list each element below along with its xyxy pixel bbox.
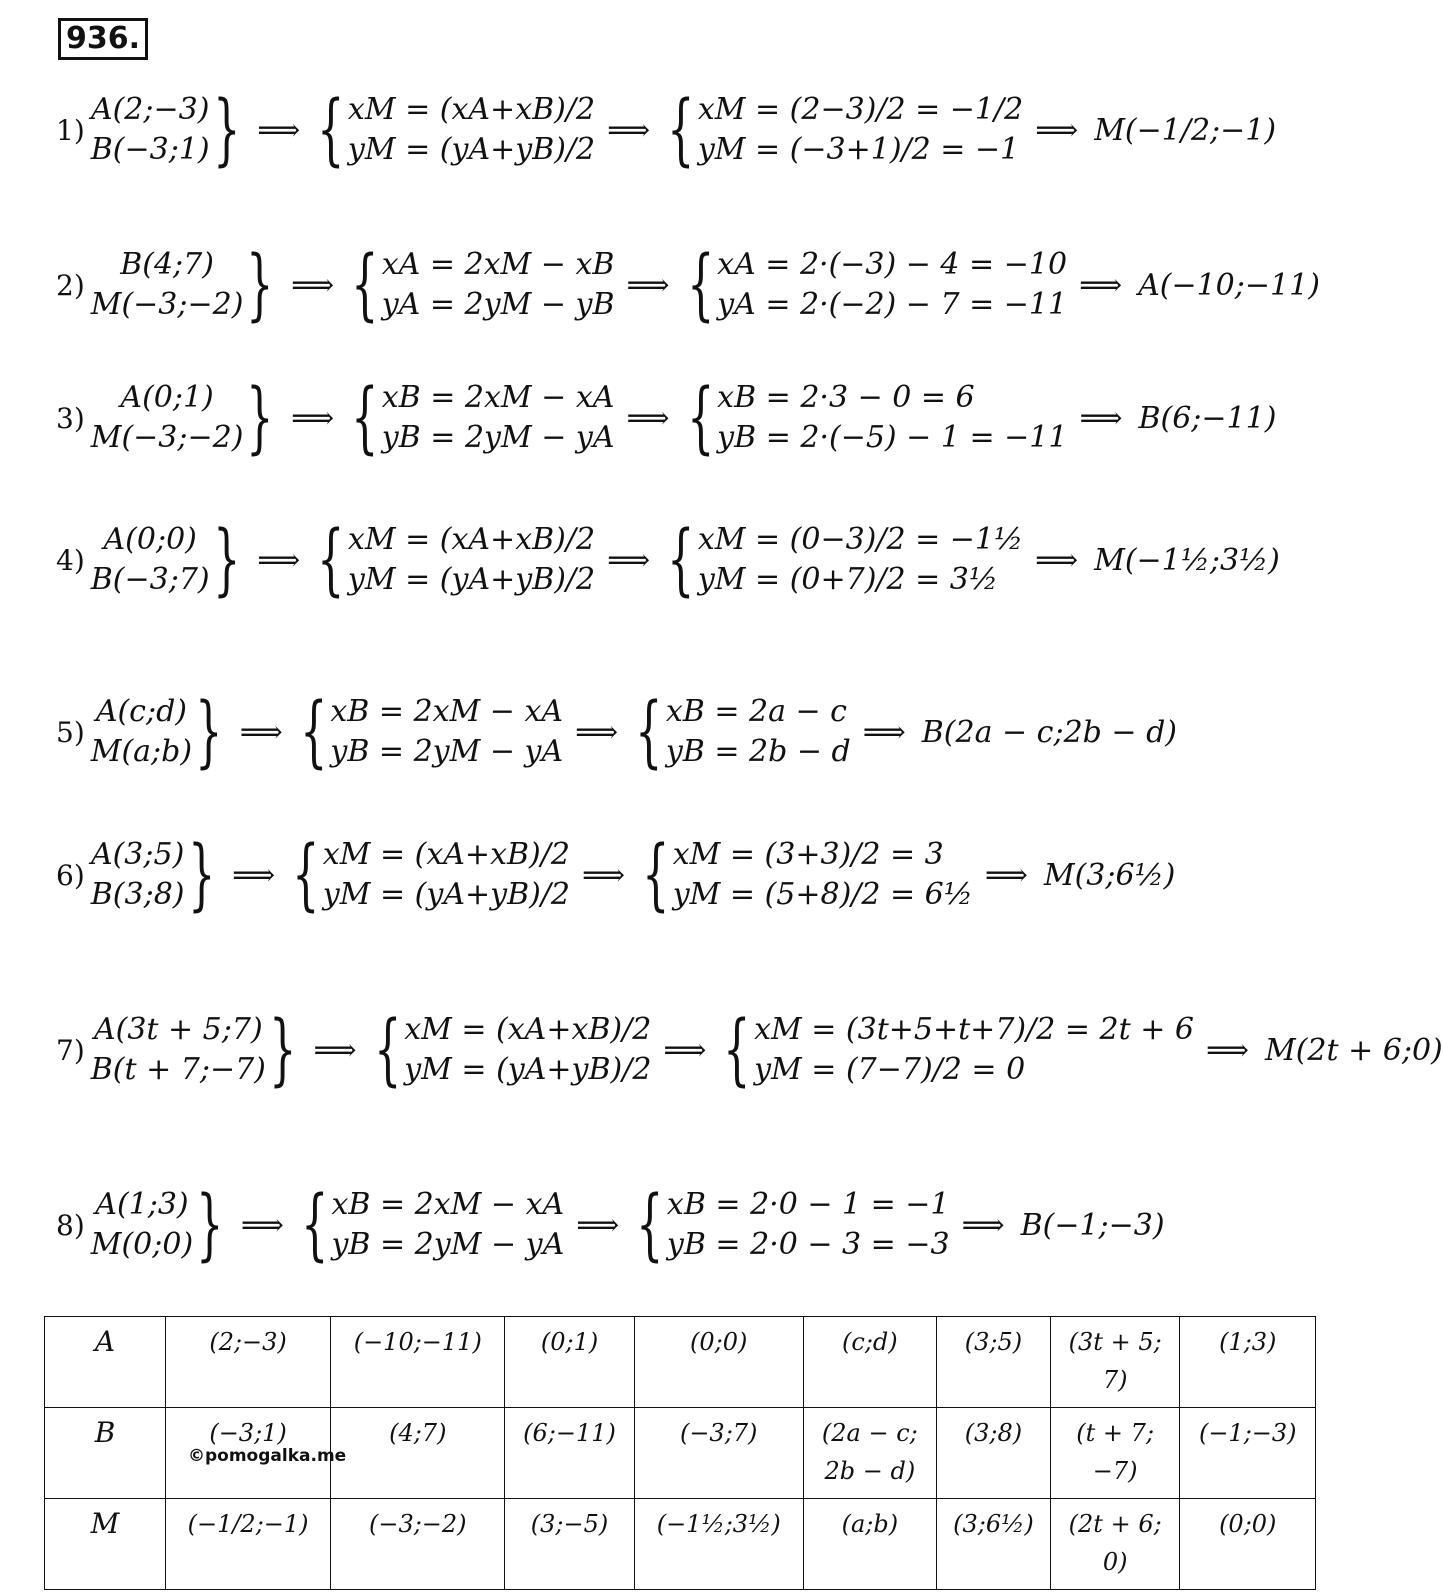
implies-arrow: ⟹	[257, 542, 301, 578]
formula-system	[348, 90, 595, 170]
computation-line: yM = (0+7)/2 = 3½	[697, 562, 998, 597]
problem-index: 5)	[56, 715, 85, 749]
table-row	[45, 1499, 1316, 1590]
problem-index: 8)	[56, 1208, 85, 1242]
problem-index: 4)	[56, 543, 85, 577]
row-header: B	[45, 1408, 166, 1499]
table-cell: (3;5)	[936, 1317, 1050, 1408]
left-brace: {	[292, 830, 320, 920]
point: A(3;5)	[90, 837, 185, 872]
problem-8	[56, 1180, 1165, 1270]
given-points	[91, 90, 210, 170]
formula-line: yM = (yA+yB)/2	[347, 562, 596, 597]
implies-arrow: ⟹	[626, 400, 670, 436]
point: B(−3;7)	[90, 562, 210, 597]
table-cell: (4;7)	[331, 1408, 505, 1499]
formula-line: xM = (xA+xB)/2	[404, 1012, 652, 1047]
problem-5	[56, 687, 1177, 777]
table-cell: (0;0)	[634, 1317, 803, 1408]
computation-system	[666, 692, 851, 772]
result: M(3;6½)	[1043, 857, 1176, 893]
left-brace: {	[317, 85, 345, 175]
watermark: ©pomogalka.me	[188, 1446, 347, 1466]
implies-arrow: ⟹	[961, 1207, 1005, 1243]
right-brace: }	[212, 515, 241, 605]
implies-arrow: ⟹	[240, 1207, 284, 1243]
formula-line: yB = 2yM − yA	[330, 734, 564, 769]
table-cell: (−3;7)	[634, 1408, 803, 1499]
table-cell: (0;1)	[505, 1317, 634, 1408]
formula-line: xB = 2xM − xA	[331, 1187, 565, 1222]
implies-arrow: ⟹	[576, 1207, 620, 1243]
implies-arrow: ⟹	[984, 857, 1028, 893]
computation-line: xA = 2·(−3) − 4 = −10	[717, 247, 1068, 282]
right-brace: }	[269, 1005, 297, 1095]
computation-system	[754, 1010, 1194, 1090]
left-brace: {	[300, 1180, 329, 1270]
point: A(3t + 5;7)	[93, 1012, 263, 1047]
implies-arrow: ⟹	[607, 542, 651, 578]
given-points	[91, 245, 244, 325]
result: M(−1½;3½)	[1094, 542, 1280, 578]
formula-line: yM = (yA+yB)/2	[347, 132, 596, 167]
problem-2	[56, 240, 1320, 330]
left-brace: {	[317, 515, 345, 605]
implies-arrow: ⟹	[575, 714, 619, 750]
left-brace: {	[373, 1005, 402, 1095]
table-cell: (3;6½)	[936, 1499, 1050, 1590]
problem-1	[56, 85, 1277, 175]
table-cell: (3t + 5; 7)	[1050, 1317, 1180, 1408]
table-cell: (3;8)	[936, 1408, 1050, 1499]
computation-line: xM = (0−3)/2 = −1½	[697, 522, 1024, 557]
right-brace: }	[246, 373, 274, 463]
problem-6	[56, 830, 1176, 920]
left-brace: {	[299, 687, 328, 777]
left-brace: {	[723, 1005, 751, 1095]
formula-line: yA = 2yM − yB	[381, 287, 615, 322]
table-cell: (t + 7; −7)	[1050, 1408, 1180, 1499]
computation-system	[717, 245, 1067, 325]
right-brace: }	[195, 687, 223, 777]
left-brace: {	[635, 687, 663, 777]
formula-line: xM = (xA+xB)/2	[347, 92, 596, 127]
computation-line: yM = (−3+1)/2 = −1	[697, 132, 1020, 167]
point: A(c;d)	[95, 694, 187, 729]
table-cell: (2;−3)	[166, 1317, 331, 1408]
implies-arrow: ⟹	[291, 400, 335, 436]
formula-system	[382, 245, 615, 325]
implies-arrow: ⟹	[663, 1032, 707, 1068]
implies-arrow: ⟹	[626, 267, 670, 303]
exercise-number: 936.	[58, 18, 148, 60]
row-header: A	[45, 1317, 166, 1408]
right-brace: }	[187, 830, 215, 920]
computation-line: yA = 2·(−2) − 7 = −11	[717, 287, 1068, 322]
table-cell: (−1;−3)	[1180, 1408, 1316, 1499]
given-points	[91, 1010, 266, 1090]
table-cell: (−3;−2)	[331, 1499, 505, 1590]
left-brace: {	[686, 240, 715, 330]
implies-arrow: ⟹	[862, 714, 906, 750]
point: M(0;0)	[90, 1227, 194, 1262]
result: B(2a − c;2b − d)	[921, 714, 1177, 750]
point: M(−3;−2)	[90, 420, 244, 455]
computation-line: xB = 2·3 − 0 = 6	[717, 380, 975, 415]
formula-system	[382, 378, 615, 458]
result: M(2t + 6;0)	[1264, 1032, 1443, 1068]
formula-system	[331, 1185, 564, 1265]
computation-line: yM = (5+8)/2 = 6½	[672, 877, 973, 912]
computation-system	[698, 520, 1023, 600]
computation-system	[673, 835, 973, 915]
result: M(−1/2;−1)	[1094, 112, 1277, 148]
formula-system	[330, 692, 563, 772]
formula-line: yB = 2yM − yA	[331, 1227, 565, 1262]
table-cell: (−1½;3½)	[634, 1499, 803, 1590]
given-points	[91, 1185, 193, 1265]
problem-index: 1)	[56, 113, 85, 147]
implies-arrow: ⟹	[232, 857, 276, 893]
problem-index: 7)	[56, 1033, 85, 1067]
point: A(0;0)	[103, 522, 197, 557]
table-cell: (6;−11)	[505, 1408, 634, 1499]
problem-index: 3)	[56, 401, 85, 435]
table-cell: (2a − c; 2b − d)	[803, 1408, 936, 1499]
computation-line: xM = (2−3)/2 = −1/2	[697, 92, 1024, 127]
table-cell: (a;b)	[803, 1499, 936, 1590]
computation-system	[667, 1185, 950, 1265]
point: M(a;b)	[90, 734, 193, 769]
implies-arrow: ⟹	[291, 267, 335, 303]
row-header: M	[45, 1499, 166, 1590]
table-cell: (−10;−11)	[331, 1317, 505, 1408]
point: B(t + 7;−7)	[90, 1052, 266, 1087]
implies-arrow: ⟹	[1079, 267, 1123, 303]
problem-index: 6)	[56, 858, 85, 892]
computation-line: xB = 2a − c	[665, 694, 847, 729]
point: B(4;7)	[120, 247, 214, 282]
given-points	[91, 692, 192, 772]
formula-system	[348, 520, 595, 600]
result: A(−10;−11)	[1138, 267, 1320, 303]
table-row	[45, 1317, 1316, 1408]
computation-system	[698, 90, 1023, 170]
result: B(−1;−3)	[1020, 1207, 1165, 1243]
given-points	[91, 378, 244, 458]
computation-line: yB = 2·(−5) − 1 = −11	[717, 420, 1068, 455]
formula-line: xB = 2xM − xA	[381, 380, 615, 415]
computation-line: yB = 2·0 − 3 = −3	[666, 1227, 950, 1262]
left-brace: {	[351, 373, 379, 463]
computation-system	[717, 378, 1067, 458]
point: B(3;8)	[90, 877, 185, 912]
point: B(−3;1)	[90, 132, 210, 167]
table-cell: (−3;1)	[166, 1408, 331, 1499]
formula-line: yB = 2yM − yA	[381, 420, 615, 455]
point: A(0;1)	[120, 380, 214, 415]
table-cell: (1;3)	[1180, 1317, 1316, 1408]
point: A(2;−3)	[90, 92, 210, 127]
table-cell: (0;0)	[1180, 1499, 1316, 1590]
table-cell: (2t + 6; 0)	[1050, 1499, 1180, 1590]
formula-line: xM = (xA+xB)/2	[347, 522, 596, 557]
formula-line: xA = 2xM − xB	[381, 247, 615, 282]
implies-arrow: ⟹	[1035, 112, 1079, 148]
computation-line: xB = 2·0 − 1 = −1	[666, 1187, 950, 1222]
computation-line: xM = (3+3)/2 = 3	[672, 837, 944, 872]
left-brace: {	[667, 85, 695, 175]
table-cell: (3;−5)	[505, 1499, 634, 1590]
implies-arrow: ⟹	[1079, 400, 1123, 436]
implies-arrow: ⟹	[257, 112, 301, 148]
implies-arrow: ⟹	[1035, 542, 1079, 578]
given-points	[91, 520, 210, 600]
implies-arrow: ⟹	[582, 857, 626, 893]
left-brace: {	[351, 240, 379, 330]
point: A(1;3)	[95, 1187, 189, 1222]
implies-arrow: ⟹	[1205, 1032, 1249, 1068]
left-brace: {	[686, 373, 715, 463]
left-brace: {	[667, 515, 695, 605]
right-brace: }	[196, 1180, 224, 1270]
right-brace: }	[212, 85, 241, 175]
problem-7	[56, 1005, 1443, 1095]
computation-line: xM = (3t+5+t+7)/2 = 2t + 6	[754, 1012, 1194, 1047]
formula-line: xM = (xA+xB)/2	[322, 837, 570, 872]
formula-line: yM = (yA+yB)/2	[404, 1052, 652, 1087]
implies-arrow: ⟹	[607, 112, 651, 148]
given-points	[91, 835, 185, 915]
computation-line: yB = 2b − d	[665, 734, 851, 769]
table-cell: (−1/2;−1)	[166, 1499, 331, 1590]
formula-line: xB = 2xM − xA	[330, 694, 564, 729]
result: B(6;−11)	[1138, 400, 1277, 436]
formula-system	[404, 1010, 651, 1090]
point: M(−3;−2)	[90, 287, 244, 322]
problem-index: 2)	[56, 268, 85, 302]
problem-3	[56, 373, 1277, 463]
formula-line: yM = (yA+yB)/2	[322, 877, 571, 912]
right-brace: }	[246, 240, 274, 330]
computation-line: yM = (7−7)/2 = 0	[754, 1052, 1026, 1087]
formula-system	[323, 835, 570, 915]
implies-arrow: ⟹	[313, 1032, 357, 1068]
table-cell: (c;d)	[803, 1317, 936, 1408]
left-brace: {	[636, 1180, 664, 1270]
problem-4	[56, 515, 1280, 605]
implies-arrow: ⟹	[239, 714, 283, 750]
left-brace: {	[642, 830, 670, 920]
